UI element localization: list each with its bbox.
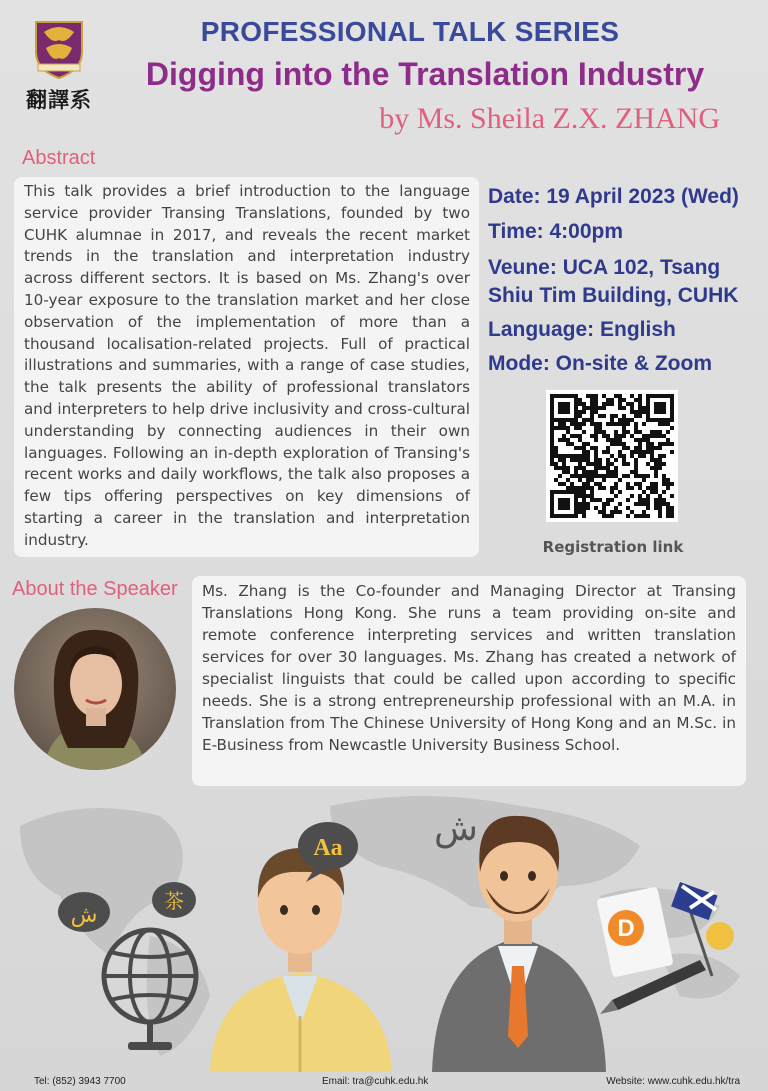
department-logo <box>16 18 102 114</box>
translators-illustration <box>0 786 768 1072</box>
event-time: Time: 4:00pm <box>488 220 623 243</box>
svg-text:D: D <box>617 915 635 942</box>
event-date: Date: 19 April 2023 (Wed) <box>488 185 739 208</box>
qr-code-icon <box>546 390 678 522</box>
left-man-figure <box>210 848 392 1072</box>
arabic-glyph-icon: ش <box>434 808 478 849</box>
svg-text:ش: ش <box>70 903 98 928</box>
speaker-bio-box <box>192 576 746 786</box>
svg-text:茶: 茶 <box>164 889 184 913</box>
footer-email[interactable]: Email: tra@cuhk.edu.hk <box>322 1076 429 1087</box>
logo-text: 翻譯系 <box>26 87 92 112</box>
registration-link-label[interactable]: Registration link <box>542 538 684 556</box>
abstract-body: This talk provides a brief introduction to the language service provider Transing Translations, founded by two CUHK alumnae in 2017, and reveals the recent market trends in the translation and interpretation industry across different sectors. It is based on Ms. Zhang's over 10-year exposure to the translation market and her close observation of the implementation of more than a thousand localisation-related projects. Full of practical illustrations and summaries, with a range of case studies, the talk presents the ability of professional translators and interpreters to help drive inclusivity and cross-cultural understanding by connecting audiences in their own languages. Following an in-depth exploration of Transing's recent works and daily workflows, the talk also proposes a few tips offering perspectives on key dimensions of starting a career in the translation and interpretation industry. <box>24 182 470 549</box>
event-mode: Mode: On-site & Zoom <box>488 352 712 375</box>
registration-qr-code[interactable] <box>546 390 678 522</box>
footer-telephone: Tel: (852) 3943 7700 <box>34 1076 126 1087</box>
event-venue: Veune: UCA 102, Tsang Shiu Tim Building, CUHK <box>488 256 739 307</box>
svg-text:Aa: Aa <box>313 835 343 861</box>
series-heading: PROFESSIONAL TALK SERIES <box>200 16 620 47</box>
speaker-photo <box>14 608 176 770</box>
bubble-arabic-icon <box>58 892 110 932</box>
abstract-box <box>14 177 479 557</box>
talk-title: Digging into the Translation Industry <box>145 56 705 92</box>
speaker-byline: by Ms. Sheila Z.X. ZHANG <box>379 102 720 135</box>
flag-badge-icon <box>706 922 734 950</box>
speaker-heading: About the Speaker <box>12 578 178 600</box>
event-language: Language: English <box>488 318 676 341</box>
speaker-bio: Ms. Zhang is the Co-founder and Managing Director at Transing Translations Hong Kong. She runs a team providing on-site and remote conference interpreting services and written translation services for over 30 languages. Ms. Zhang has created a network of specialist linguists that could be called upon according to specific needs. She is a strong entrepreneurship professional with an M.A. in Translation from The Chinese University of Hong Kong and an M.Sc. in E-Business from Newcastle University Business School. <box>202 582 736 754</box>
abstract-heading: Abstract <box>22 147 96 169</box>
cuhk-crest-icon <box>32 18 86 80</box>
bubble-chinese-icon <box>152 882 196 918</box>
footer-website[interactable]: Website: www.cuhk.edu.hk/tra <box>606 1076 740 1087</box>
